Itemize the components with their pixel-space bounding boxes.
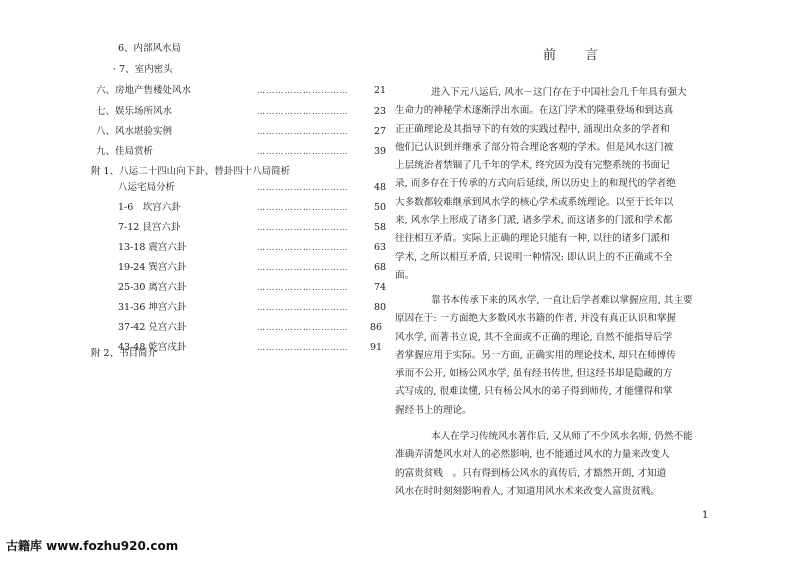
toc-leader-dots: ………………………… — [257, 86, 349, 95]
text-line: 握经书上的理论。 — [395, 404, 472, 416]
toc-entry — [118, 260, 393, 276]
toc-entry-title: 六、房地产售楼处风水 — [96, 85, 192, 96]
toc-entry-title: 7-12 艮宫六卦 — [118, 222, 181, 233]
text-line: 录, 而多存在于传承的方式向后延续, 所以历史上的和现代的学者绝 — [395, 178, 676, 190]
text-line: 风水学, 而著书立说, 其不全面或不正确的理论, 自然不能指导后学 — [395, 331, 673, 343]
text-line: 面。 — [395, 269, 415, 281]
toc-leader-dots: ………………………… — [257, 127, 349, 136]
toc-entry — [118, 300, 393, 316]
text-line: 往往相互矛盾。实际上正确的理论只能有一种, 以往的诸多门派和 — [395, 233, 670, 245]
toc-page-number: 27 — [374, 126, 387, 137]
text-line: 原因在于: 一方面绝大多数风水书籍的作者, 并没有真正认识和掌握 — [395, 313, 677, 325]
toc-leader-dots: ………………………… — [257, 243, 349, 252]
toc-page-number: 68 — [374, 262, 387, 273]
toc-page-number: 58 — [374, 222, 387, 233]
toc-entry-title: · 7、室内密头 — [113, 64, 173, 75]
toc-leader-dots: ………………………… — [257, 223, 349, 232]
toc-page-number: 48 — [374, 182, 387, 193]
toc-entry-title: 八、风水堪验实例 — [96, 126, 173, 137]
toc-leader-dots: ………………………… — [257, 283, 349, 292]
toc-leader-dots: ………………………… — [257, 263, 349, 272]
preface-page — [395, 0, 725, 540]
text-line: 准确弄清楚风水对人的必然影响, 也不能通过风水的力量来改变人 — [395, 449, 670, 461]
text-line: 学术, 之所以相互矛盾, 只说明一种情况: 即认识上的不正确或不全 — [395, 251, 673, 263]
toc-entry-title: 八运宅局分析 — [118, 182, 176, 193]
site-watermark: 古籍库 www.fozhu920.com — [6, 539, 179, 553]
toc-entry — [118, 340, 393, 356]
text-line: 进入下元八运后, 风水－这门存在于中国社会几千年具有强大 — [431, 87, 687, 98]
toc-entry-title: 43-48 乾宫戌卦 — [118, 342, 187, 353]
toc-leader-dots: ………………………… — [257, 147, 349, 156]
text-line: 靠书本传承下来的风水学, 一直让后学者难以掌握应用, 其主要 — [431, 295, 693, 306]
toc-entry-title: 19-24 巽宫六卦 — [118, 262, 187, 273]
text-line: 承而不公开, 如杨公风水学, 虽有经书传世, 但这经书却是隐藏的方 — [395, 368, 673, 380]
text-line: 大多数都较难继承到风水学的核心学术或系统理论。以至于长年以 — [395, 196, 674, 208]
page-number: 1 — [702, 510, 709, 521]
toc-entry-title: 九、佳局赏析 — [96, 146, 154, 157]
toc-page-number: 39 — [374, 146, 387, 157]
toc-entry — [96, 124, 396, 140]
toc-leader-dots: ………………………… — [257, 323, 349, 332]
toc-page-number: 63 — [374, 242, 387, 253]
toc-entry — [118, 320, 393, 336]
toc-entry — [118, 180, 393, 196]
text-line: 来, 风水学上形成了诸多门派, 诸多学术, 而这诸多的门派和学术都 — [395, 215, 673, 227]
toc-entry — [96, 144, 396, 160]
toc-leader-dots: ………………………… — [257, 183, 349, 192]
toc-page-number: 91 — [370, 342, 383, 353]
toc-leader-dots: ………………………… — [257, 303, 349, 312]
text-line: 上层统治者禁锢了几千年的学术, 终究因为没有完整系统的书面记 — [395, 160, 670, 172]
toc-leader-dots: ………………………… — [257, 107, 349, 116]
toc-page-number: 74 — [374, 282, 387, 293]
text-line: 式写成的, 很难读懂, 只有杨公风水的弟子得到师传, 才能懂得和掌 — [395, 386, 673, 398]
toc-entry — [118, 200, 393, 216]
preface-paragraph-3 — [395, 428, 715, 501]
toc-entry — [118, 280, 393, 296]
toc-entry-title: 31-36 坤宫六卦 — [118, 302, 187, 313]
preface-title: 前 言 — [543, 48, 607, 63]
preface-paragraph-2 — [395, 292, 715, 420]
toc-entry — [118, 240, 393, 256]
toc-page-number: 80 — [374, 302, 387, 313]
text-line: 本人在学习传统风水著作后, 又从师了不少风水名师, 仍然不能 — [431, 431, 693, 442]
toc-entry — [96, 83, 396, 99]
toc-page-number: 86 — [370, 322, 383, 333]
preface-paragraph-1 — [395, 84, 715, 285]
toc-entry-title: 13-18 震宫六卦 — [118, 242, 187, 253]
table-of-contents — [0, 0, 400, 540]
toc-page-number: 23 — [374, 106, 387, 117]
text-line: 者掌握应用于实际。另一方面, 正确实用的理论技术, 却只在师傅传 — [395, 349, 676, 361]
text-line: 的富贵贫贱 。只有得到杨公风水的真传后, 才豁然开朗, 才知道 — [395, 467, 667, 479]
toc-entry-title: 6、内部风水局 — [118, 43, 182, 54]
toc-entry-title: 1-6 坎宫六卦 — [118, 202, 181, 213]
toc-entry-title: 37-42 兑宫六卦 — [118, 322, 187, 333]
toc-entry — [96, 104, 396, 120]
toc-leader-dots: ………………………… — [257, 343, 349, 352]
toc-leader-dots: ………………………… — [257, 203, 349, 212]
toc-entry-title: 附 1、八运二十四山向下卦、替卦四十八局简析 — [91, 166, 291, 177]
text-line: 生命力的神秘学术逐渐浮出水面。在这门学术的隆重登场和到达真 — [395, 105, 674, 117]
toc-entry-title: 25-30 离宫六卦 — [118, 282, 187, 293]
toc-entry-title: 七、娱乐场所风水 — [96, 106, 173, 117]
toc-page-number: 21 — [374, 85, 387, 96]
text-line: 他们已认识到并继承了部分符合理论客观的学术。但是风水这门被 — [395, 141, 674, 153]
text-line: 正正确理论及其指导下的有效的实践过程中, 涌现出众多的学者和 — [395, 123, 670, 135]
toc-entry-title: 附 2、书目简介 — [91, 348, 158, 359]
toc-entry — [118, 220, 393, 236]
toc-page-number: 50 — [374, 202, 387, 213]
text-line: 风水在时时刻刻影响着人, 才知道用风水术来改变人富贵贫贱。 — [395, 485, 661, 497]
